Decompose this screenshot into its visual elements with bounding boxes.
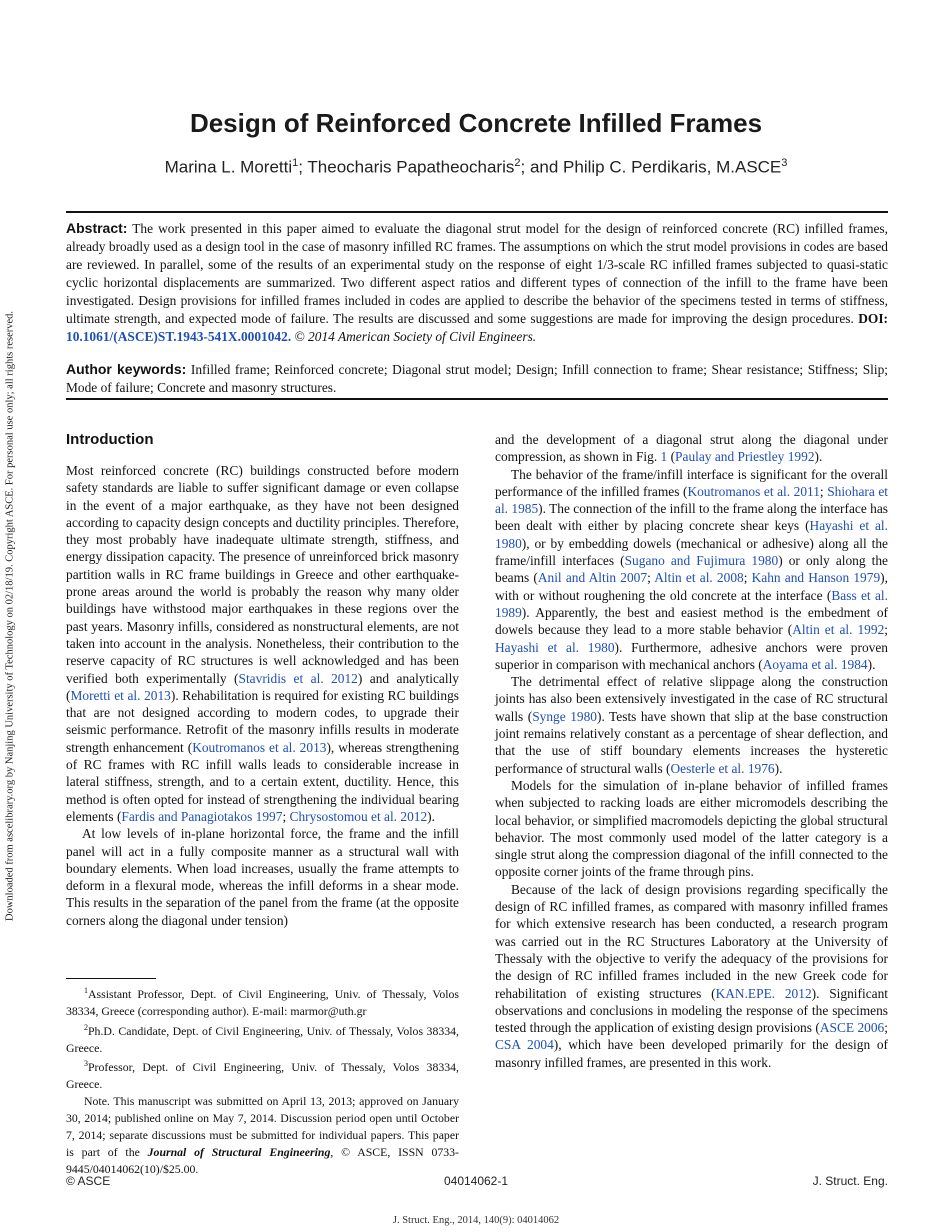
keywords-bottom-rule (66, 398, 888, 400)
author-separator: ; (298, 157, 308, 177)
citation-link[interactable]: Synge 1980 (532, 708, 597, 724)
footnote-marker: 1 (84, 986, 88, 995)
affiliation-footnote (66, 983, 459, 1020)
paragraph-text: ). Tests have shown that slip at the base construction joint remains relatively constant as a percentage of shear deflection, and that the use of stiff boundary elements increases the hysteretic performance of structural walls ( (495, 708, 888, 776)
paragraph-text: ( (667, 449, 676, 465)
doi-label: DOI: (858, 311, 888, 326)
abstract-top-rule (66, 211, 888, 213)
footer-left: © ASCE (66, 1174, 111, 1188)
body-paragraph (495, 881, 888, 1071)
paragraph-text: ). (814, 449, 823, 465)
author-name: Theocharis Papatheocharis (307, 157, 515, 177)
paragraph-text: ), or by embedding dowels (mechanical or adhesive) along all the frame/infill interfaces ( (495, 535, 888, 569)
body-paragraph (495, 777, 888, 881)
paragraph-text: ), whereas strengthening of RC frames with RC infill walls leads to considerable increase in lateral stiffness, strength, and to a certain extent, ductility. Hence, this method is often opted for instead of strengthening the individual bearing elements ( (66, 739, 459, 824)
section-heading-introduction: Introduction (66, 431, 154, 448)
paragraph-text: ), with or without roughening the old concrete at the interface ( (495, 570, 888, 603)
paragraph-text: ). (867, 656, 876, 672)
footnote-marker: 3 (84, 1059, 88, 1069)
abstract-text: The work presented in this paper aimed to evaluate the diagonal strut model for the design of reinforced concrete (RC) infilled frames, already broadly used as a design tool in the case of masonry infilled RC frames. The assumptions on which the strut model provisions in codes are based are reviewed. In parallel, some of the results of an experimental study on the response of eight 1/3-scale RC infilled frames subjected to quasi-static cyclic horizontal displacements are summarized. Two different aspect ratios and different types of connection of the infill to the frame have been investigated. Design provisions for infilled frames included in codes are applied to describe the behavior of the specimens tested in terms of stiffness, ultimate strength, and expected mode of failure. The results are discussed and some suggestions are made for improving the design procedures. (66, 221, 888, 326)
download-notice-text: Downloaded from ascelibrary.org by Nanjing University of Technology on 02/18/19. Copyright ASCE. For personal use only; all rights reserved. (4, 310, 16, 922)
paragraph-text: ; (647, 570, 655, 586)
citation-link[interactable]: Oesterle et al. 1976 (670, 760, 775, 776)
body-paragraph (495, 466, 888, 674)
doi-link[interactable]: 10.1061/(ASCE)ST.1943-541X.0001042. (66, 329, 292, 344)
citation-link[interactable]: Altin et al. 2008 (654, 570, 744, 586)
paragraph-text: ; (819, 483, 828, 499)
citation-link[interactable]: Moretti et al. 2013 (70, 687, 171, 703)
citation-line: J. Struct. Eng., 2014, 140(9): 04014062 (392, 1215, 560, 1226)
citation-link[interactable]: Shiohara et al. 1985 (495, 483, 888, 517)
author-separator: ; and (520, 157, 564, 177)
paragraph-text: ). Apparently, the best and easiest method is the embedment of dowels because they lead to a more stable behavior ( (495, 604, 888, 638)
footnote-text: Ph.D. Candidate, Dept. of Civil Engineering, Univ. of Thessaly, Volos 38334, Greece. (66, 1023, 459, 1055)
affiliation-footnote (66, 1056, 459, 1093)
manuscript-note (66, 1093, 459, 1178)
footnote-text: Assistant Professor, Dept. of Civil Engineering, Univ. of Thessaly, Volos 38334, Greece (corresponding author). E-mail: marmor@uth.gr (66, 986, 459, 1018)
paragraph-text: ). (427, 808, 435, 824)
paragraph-text: ), which have been developed primarily for the design of masonry infilled frames, are presented in this work. (495, 1037, 888, 1070)
citation-link[interactable]: Fardis and Panagiotakos 1997 (121, 808, 283, 824)
abstract (66, 219, 888, 346)
footer-right: J. Struct. Eng. (812, 1174, 888, 1188)
author-name: Philip C. Perdikaris, M.ASCE (563, 157, 782, 177)
download-notice (0, 0, 20, 1232)
citation-link[interactable]: Paulay and Priestley 1992 (675, 449, 815, 465)
body-paragraph (495, 431, 888, 466)
keywords-text: Infilled frame; Reinforced concrete; Diagonal strut model; Design; Infill connection to frame; Shear resistance; Stiffness; Slip; Mode of failure; Concrete and masonry structures. (66, 362, 888, 395)
paragraph-text: Most reinforced concrete (RC) buildings constructed before modern safety standards are liable to suffer significant damage or even collapse in the event of a major earthquake, as they have not been designed according to capacity design concepts and ductility principles. Therefore, they most probably have inadequate ultimate strength, stiffness, and energy dissipation capacity. The presence of unreinforced brick masonry partition walls in RC frame buildings in Greece and other earthquake-prone areas around the world is probably the reason why many older buildings have withstood major earthquakes in these regions over the past years. Masonry infills, considered as nonstructural elements, are not taken into account in the analysis. Nonetheless, their contribution to the reserve capacity of RC structures is well acknowledged and has been verified both experimentally ( (66, 463, 459, 686)
citation-link[interactable]: Koutromanos et al. 2013 (192, 739, 327, 755)
footnotes (66, 983, 459, 1178)
citation-link[interactable]: Bass et al. 1989 (495, 587, 889, 620)
author-affiliation-marker: 2 (514, 157, 521, 169)
affiliation-footnote (66, 1020, 459, 1057)
citation-link[interactable]: Anil and Altin 2007 (537, 570, 648, 586)
author-affiliation-marker: 3 (781, 157, 788, 169)
paragraph-text: ) or only along the beams ( (495, 553, 888, 586)
journal-name: Journal of Structural Engineering (147, 1144, 331, 1159)
note-tail: , © ASCE, ISSN 0733-9445/04014062(10)/$25.00. (66, 1144, 459, 1176)
citation-link[interactable]: Koutromanos et al. 2011 (687, 483, 820, 499)
footnote-rule (66, 978, 156, 979)
paragraph-text: The behavior of the frame/infill interface is significant for the overall performance of the infilled frames ( (495, 466, 888, 499)
abstract-label: Abstract: (66, 220, 128, 236)
paragraph-text: The detrimental effect of relative slippage along the construction joints has also been extensively investigated in the case of RC structural walls ( (495, 674, 888, 724)
keywords-label: Author keywords: (66, 361, 187, 377)
paragraph-text: ). The connection of the infill to the frame along the interface has been dealt with either by placing concrete shear keys ( (495, 501, 889, 534)
citation-link[interactable]: ASCE 2006 (819, 1020, 885, 1036)
left-column (66, 462, 459, 929)
paragraph-text: At low levels of in-plane horizontal force, the frame and the infill panel will act in a fully composite manner as a structural wall with boundary elements. When load increases, usually the frame attempts to deform in a flexural mode, whereas the infill deforms in a shear mode. This results in the separation of the panel from the frame (at the opposite corners along the diagonal under tension) (66, 826, 459, 928)
paragraph-text: ) and analytically ( (66, 670, 459, 703)
paragraph-text: and the development of a diagonal strut along the diagonal under compression, as shown in Fig. (495, 432, 888, 465)
footnote-text: Professor, Dept. of Civil Engineering, Univ. of Thessaly, Volos 38334, Greece. (66, 1060, 459, 1092)
paper-title: Design of Reinforced Concrete Infilled Frames (189, 108, 763, 138)
body-paragraph (66, 825, 459, 929)
paragraph-text: ; (743, 570, 752, 586)
body-paragraph (66, 462, 459, 825)
citation-link[interactable]: 1 (660, 449, 668, 465)
paragraph-text: ; (884, 622, 888, 638)
paragraph-text: ). (774, 760, 783, 776)
citation-link[interactable]: Sugano and Fujimura 1980 (624, 553, 779, 569)
citation-link[interactable]: Chrysostomou et al. 2012 (289, 808, 428, 824)
citation-link[interactable]: Aoyama et al. 1984 (762, 656, 868, 672)
citation-link[interactable]: KAN.EPE. 2012 (715, 985, 812, 1001)
paragraph-text: ). Furthermore, adhesive anchors were proven superior in comparison with mechanical anchors ( (495, 639, 888, 672)
note-text: Note. This manuscript was submitted on April 13, 2013; approved on January 30, 2014; published online on May 7, 2014. Discussion period open until October 7, 2014; separate discussions must be submitted for individual papers. This paper is part of the (66, 1094, 459, 1159)
author-affiliation-marker: 1 (292, 157, 299, 169)
citation-link[interactable]: Altin et al. 1992 (792, 622, 885, 638)
abstract-copyright: © 2014 American Society of Civil Engineers. (294, 329, 537, 344)
paragraph-text: ; (884, 1020, 888, 1036)
citation-link[interactable]: Stavridis et al. 2012 (238, 670, 358, 686)
paragraph-text: ). Rehabilitation is required for existing RC buildings that are not designed according to modern codes, to upgrade their seismic performance. Retrofit of the masonry infills results in moderate strength enhancement ( (66, 687, 459, 755)
citation-link[interactable]: CSA 2004 (495, 1037, 554, 1053)
body-paragraph (495, 673, 888, 777)
author-list (0, 157, 952, 178)
paragraph-text: ; (282, 808, 290, 824)
citation-link[interactable]: Kahn and Hanson 1979 (751, 570, 881, 586)
footer-page-number: 04014062-1 (443, 1174, 509, 1188)
paragraph-text: Because of the lack of design provisions regarding specifically the design of RC infilled frames, as compared with masonry infilled frames for which extensive research has been conducted, a research program was carried out in the RC Structures Laboratory at the University of Thessaly with the objective to verify the adequacy of the provisions for the design of RC infilled frames included in the new Greek code for rehabilitation of existing structures ( (495, 881, 888, 1001)
right-column (495, 431, 888, 1071)
citation-link[interactable]: Hayashi et al. 1980 (495, 518, 889, 551)
paragraph-text: Models for the simulation of in-plane behavior of infilled frames when subjected to racking loads are either micromodels describing the local behavior, or simplified macromodels depicting the global structural behavior. The most commonly used model of the latter category is a single strut along the compression diagonal of the infill connected to the opposite corner joints of the frame through pins. (495, 777, 888, 880)
paragraph-text: ). Significant observations and conclusions in modeling the response of the specimens tested through the application of existing design provisions ( (495, 985, 888, 1036)
author-name: Marina L. Moretti (164, 157, 293, 177)
author-keywords (66, 360, 888, 397)
footnote-marker: 2 (84, 1022, 88, 1032)
citation-link[interactable]: Hayashi et al. 1980 (495, 639, 615, 655)
